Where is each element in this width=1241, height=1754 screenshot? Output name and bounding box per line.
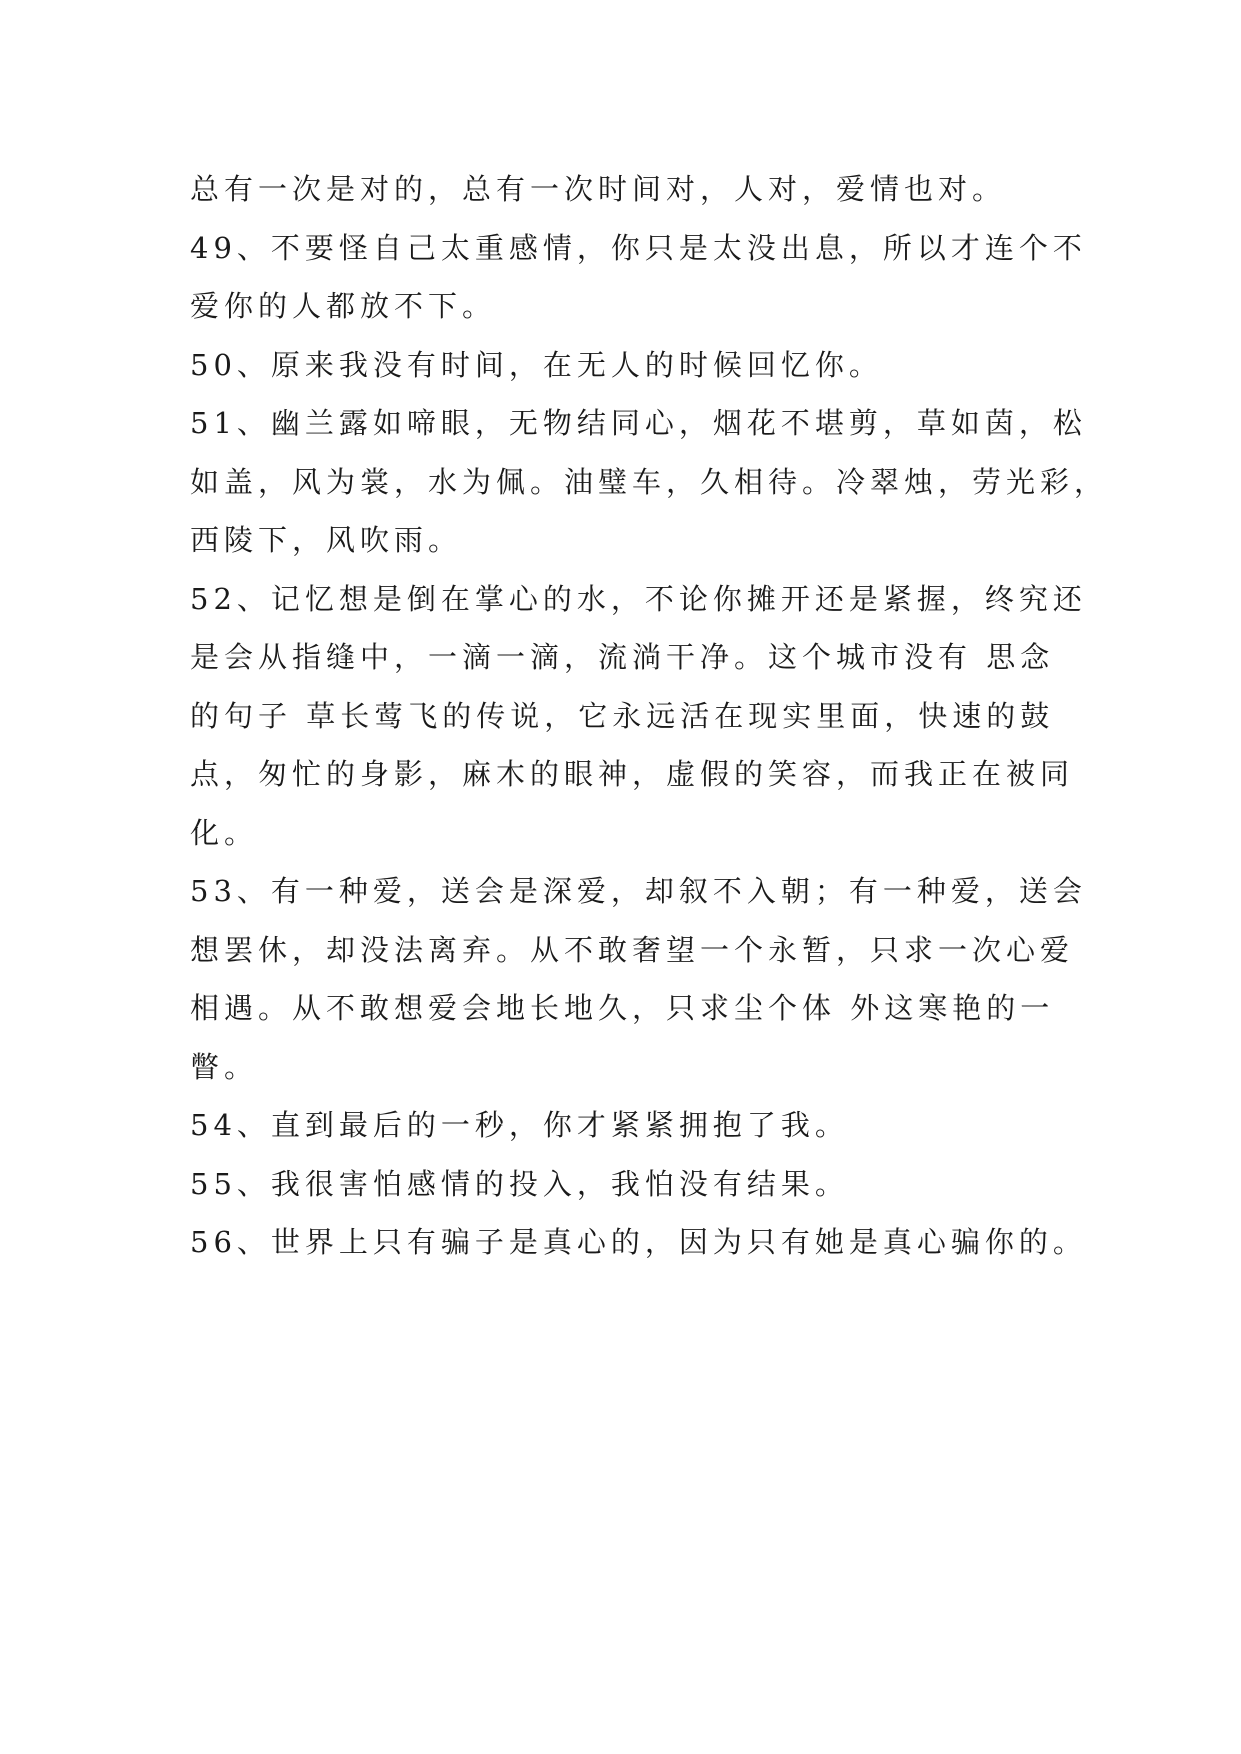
text-line: 如盖，风为裳，水为佩。油璧车，久相待。冷翠烛，劳光彩， (190, 464, 1109, 499)
text-line: 是会从指缝中，一滴一滴，流淌干净。这个城市没有 思念 (190, 640, 1055, 674)
text-line: 53、有一种爱，送会是深爱，却叙不入朝；有一种爱，送会 (190, 874, 1087, 908)
text-line: 56、世界上只有骗子是真心的，因为只有她是真心骗你的。 (190, 1225, 1087, 1259)
text-line: 瞥。 (190, 1049, 259, 1084)
text-line: 总有一次是对的，总有一次时间对，人对，爱情也对。 (190, 172, 1007, 206)
text-line: 54、直到最后的一秒，你才紧紧拥抱了我。 (190, 1108, 849, 1142)
text-line: 49、不要怪自己太重感情，你只是太没出息，所以才连个不 (190, 230, 1087, 265)
text-line: 55、我很害怕感情的投入，我怕没有结果。 (190, 1166, 849, 1201)
text-line: 的句子 草长莺飞的传说，它永远活在现实里面，快速的鼓 (190, 698, 1055, 733)
text-line: 化。 (190, 815, 259, 850)
text-line: 52、记忆想是倒在掌心的水，不论你摊开还是紧握，终究还 (190, 581, 1087, 616)
text-line: 西陵下，风吹雨。 (190, 523, 463, 557)
text-line: 50、原来我没有时间，在无人的时候回忆你。 (190, 347, 883, 382)
text-line: 51、幽兰露如啼眼，无物结同心，烟花不堪剪，草如茵，松 (190, 406, 1087, 440)
text-line: 相遇。从不敢想爱会地长地久，只求尘个体 外这寒艳的一 (190, 991, 1055, 1025)
text-line: 点，匆忙的身影，麻木的眼神，虚假的笑容，而我正在被同 (190, 757, 1075, 791)
text-line: 爱你的人都放不下。 (190, 289, 497, 323)
text-line: 想罢休，却没法离弃。从不敢奢望一个永暂，只求一次心爱 (190, 932, 1075, 967)
document-body (190, 160, 1109, 1272)
